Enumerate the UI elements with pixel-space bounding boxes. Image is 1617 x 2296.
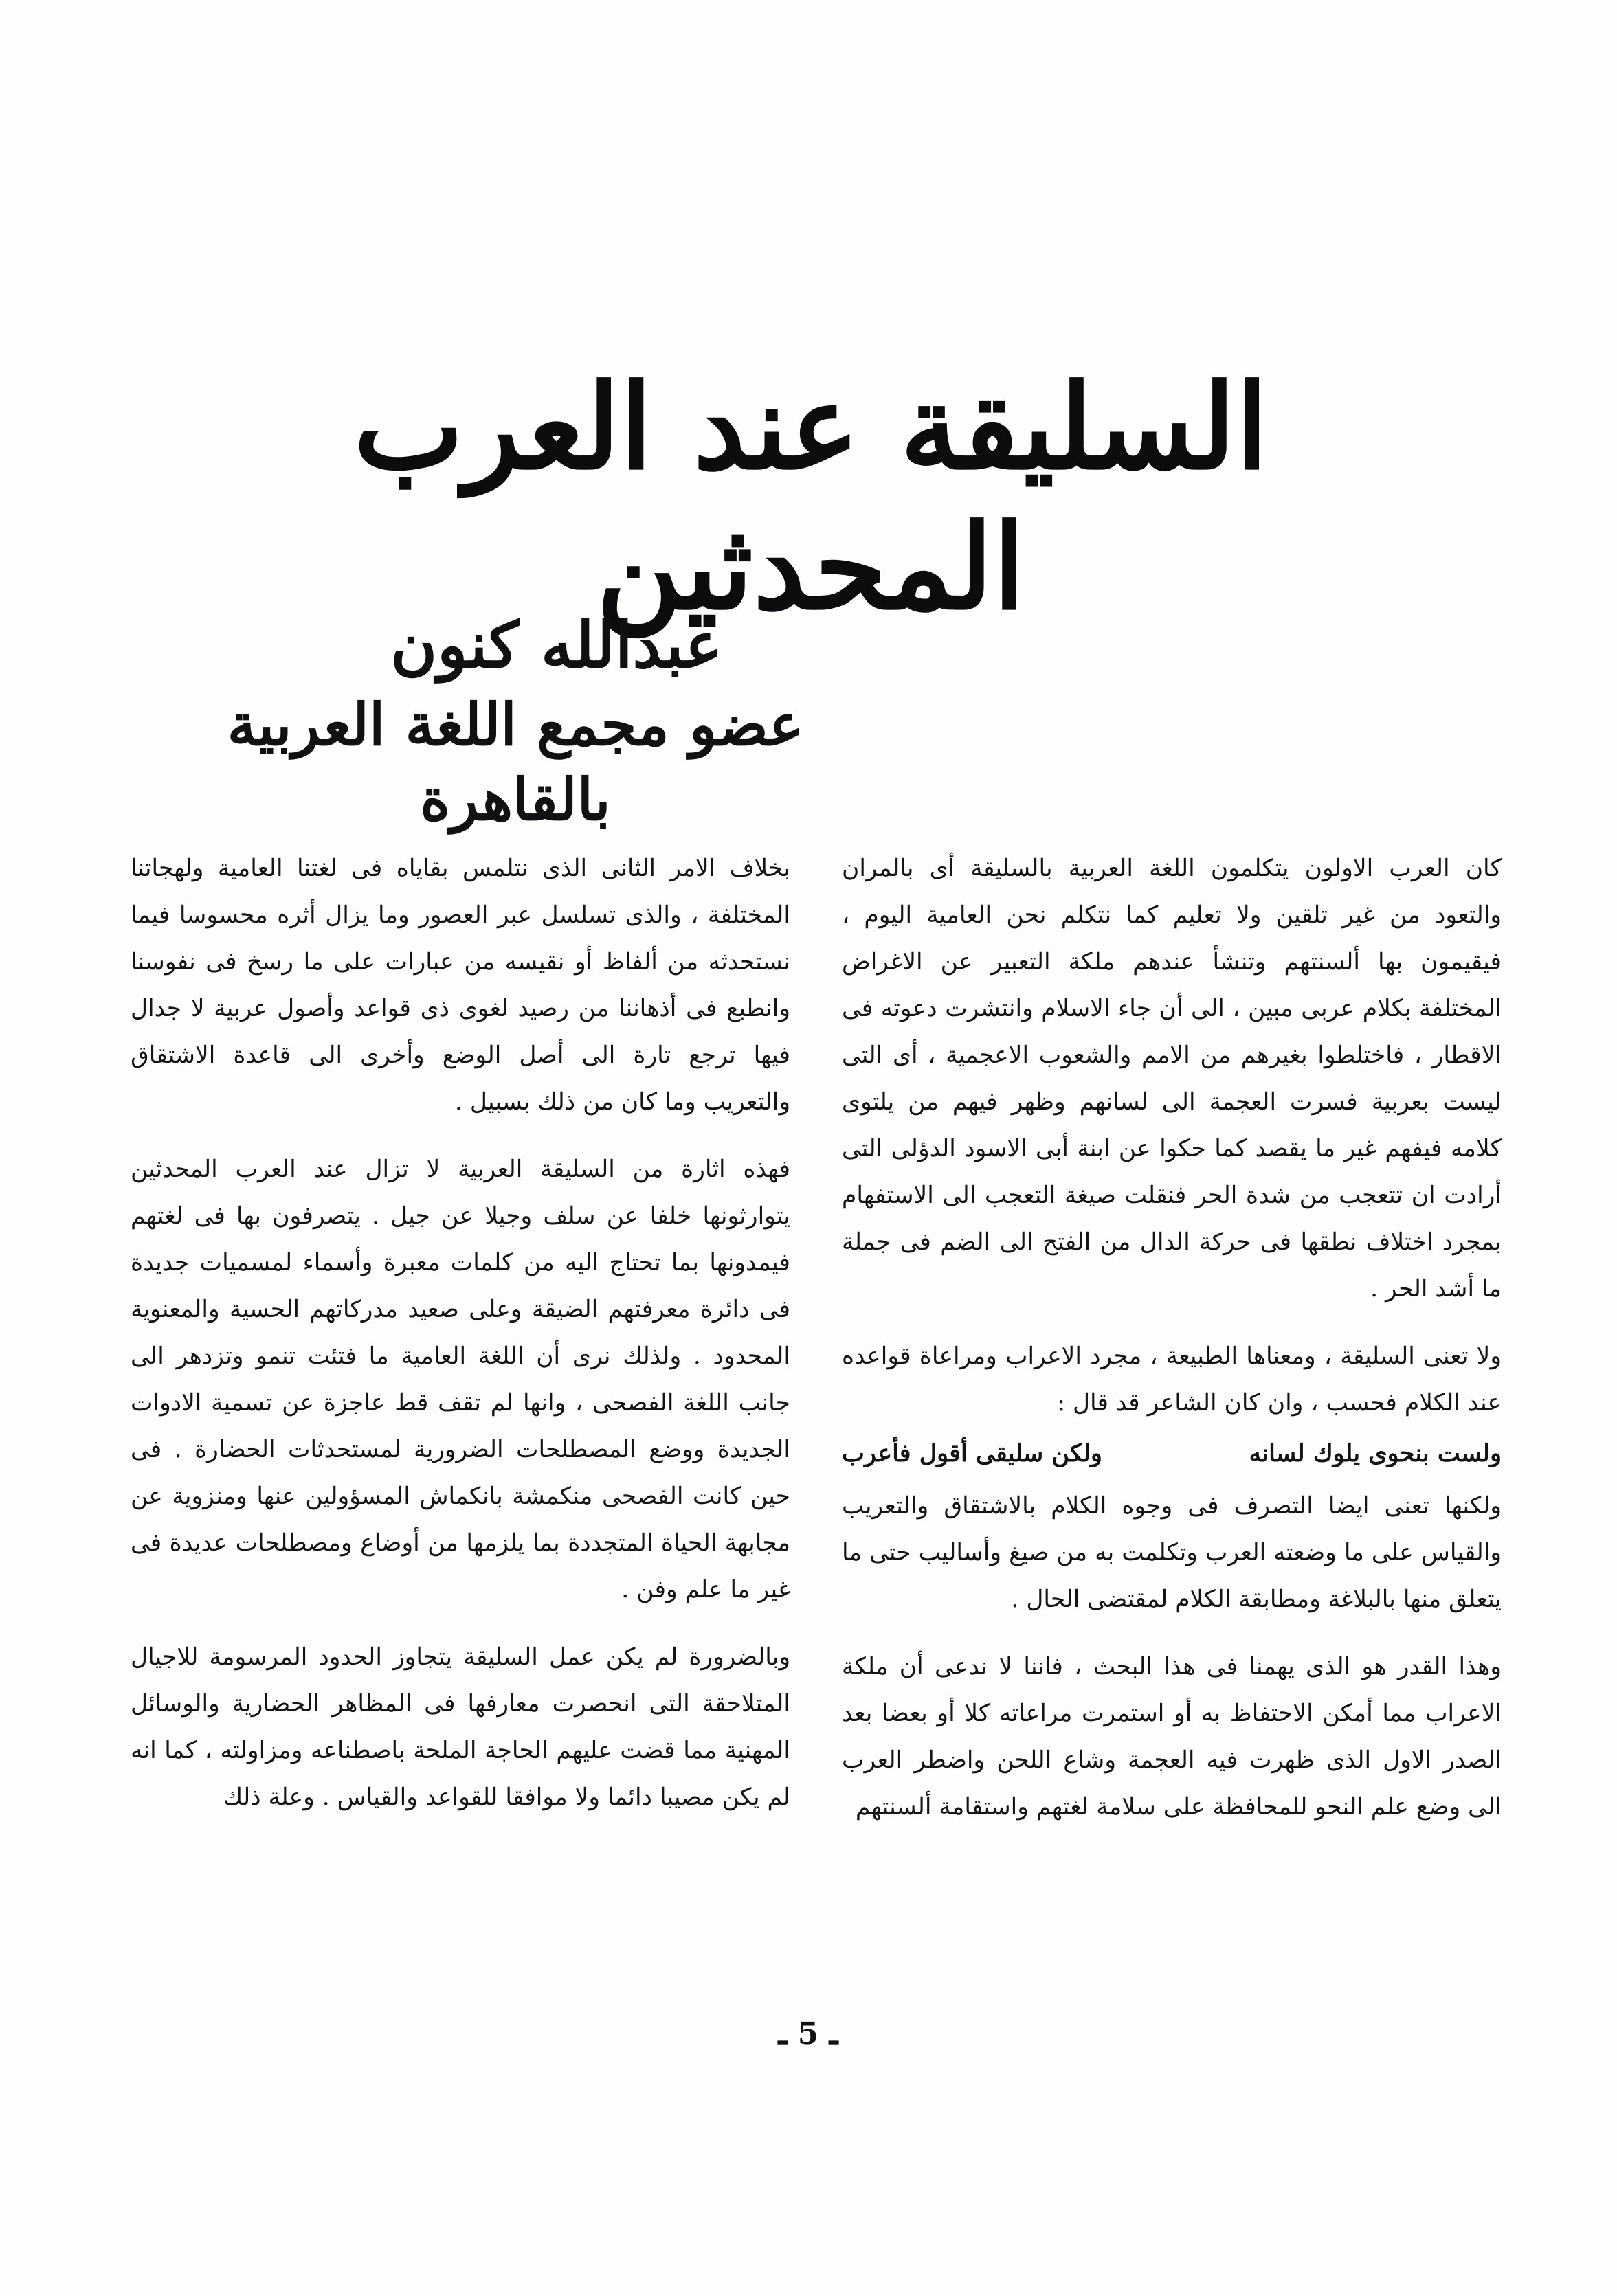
paragraph: فهذه اثارة من السليقة العربية لا تزال عند العرب المحدثين يتوارثونها خلفا عن سلف وجيلا عن جيل . يتصرفون بها فى لغتهم فيمدونها بما تحتاج اليه من كلمات معبرة وأسماء لمسميات جديدة فى دائرة معرفتهم الضيقة وعلى صعيد مدركاتهم الحسية والمعنوية المحدود . ولذلك نرى أن اللغة العامية ما فتئت تنمو وتزدهر الى جانب اللغة الفصحى ، وانها لم تقف قط عاجزة عن تسمية الادوات الجديدة ووضع المصطلحات الضرورية لمستحدثات الحضارة . فى حين كانت الفصحى منكمشة بانكماش المسؤولين عنها ومنزوية عن مجابهة الحياة المتجددة بما يلزمها من أوضاع ومصطلحات عديدة فى غير ما علم وفن . — [131, 1156, 790, 1603]
right-column — [842, 845, 1502, 2027]
paragraph: وبالضرورة لم يكن عمل السليقة يتجاوز الحدود المرسومة للاجيال المتلاحقة التى انحصرت معارفها فى المظاهر الحضارية والوسائل المهنية مما قضت عليهم الحاجة الملحة باصطناعه ومزاولته ، كما انه لم يكن مصيبا دائما ولا موافقا للقواعد والقياس . وعلة ذلك — [131, 1643, 790, 1811]
poetry-verse — [842, 1430, 1502, 1477]
paragraph: كان العرب الاولون يتكلمون اللغة العربية بالسليقة أى بالمران والتعود من غير تلقين ولا تعليم كما نتكلم نحن العامية اليوم ، فيقيمون بها ألسنتهم وتنشأ عندهم ملكة التعبير عن الاغراض المختلفة بكلام عربى مبين ، الى أن جاء الاسلام وانتشرت دعوته فى الاقطار ، فاختلطوا بغيرهم من الامم والشعوب الاعجمية ، أى التى ليست بعربية فسرت العجمة الى لسانهم وظهر فيهم من يلتوى كلامه فيفهم غير ما يقصد كما حكوا عن ابنة أبى الاسود الدؤلى التى أرادت ان تتعجب من شدة الحر فنقلت صيغة التعجب الى الاستفهام بمجرد اختلاف نطقها فى حركة الدال من الفتح الى الضم فى جملة ما أشد الحر . — [842, 855, 1502, 1303]
article-title: السليقة عند العرب المحدثين — [353, 359, 1269, 636]
paragraph: ولا تعنى السليقة ، ومعناها الطبيعة ، مجرد الاعراب ومراعاة قواعده عند الكلام فحسب ، وان كان الشاعر قد قال : — [842, 1342, 1502, 1417]
paragraph: ولكنها تعنى ايضا التصرف فى وجوه الكلام بالاشتقاق والتعريب والقياس على ما وضعته العرب وتكلمت به من صيغ وأساليب حتى ما يتعلق منها بالبلاغة ومطابقة الكلام لمقتضى الحال . — [842, 1492, 1502, 1613]
page-number: ـ 5 ـ — [778, 2016, 838, 2051]
left-column — [131, 845, 790, 2027]
paragraph: بخلاف الامر الثانى الذى نتلمس بقاياه فى لغتنا العامية ولهجاتنا المختلفة ، والذى تسلسل عبر العصور وما يزال أثره محسوسا فيما نستحدثه من ألفاظ أو نقيسه من عبارات على ما رسخ فى نفوسنا وانطبع فى أذهاننا من رصيد لغوى ذى قواعد وأصول عربية لا جدال فيها ترجع تارة الى أصل الوضع وأخرى الى قاعدة الاشتقاق والتعريب وما كان من ذلك بسبيل . — [131, 855, 790, 1116]
verse-first-hemistich: ولست بنحوى يلوك لسانه — [1249, 1439, 1502, 1467]
author-block — [172, 605, 859, 837]
paragraph: وهذا القدر هو الذى يهمنا فى هذا البحث ، فاننا لا ندعى أن ملكة الاعراب مما أمكن الاحتفاظ به أو استمرت مراعاته كلا أو بعضا بعد الصدر الاول الذى ظهرت فيه العجمة وشاع اللحن واضطر العرب الى وضع علم النحو للمحافظة على سلامة لغتهم واستقامة ألسنتهم — [842, 1653, 1502, 1821]
author-affiliation: عضو مجمع اللغة العربية بالقاهرة — [227, 690, 804, 833]
verse-second-hemistich: ولكن سليقى أقول فأعرب — [842, 1439, 1102, 1467]
author-name: عبدالله كنون — [390, 608, 723, 682]
